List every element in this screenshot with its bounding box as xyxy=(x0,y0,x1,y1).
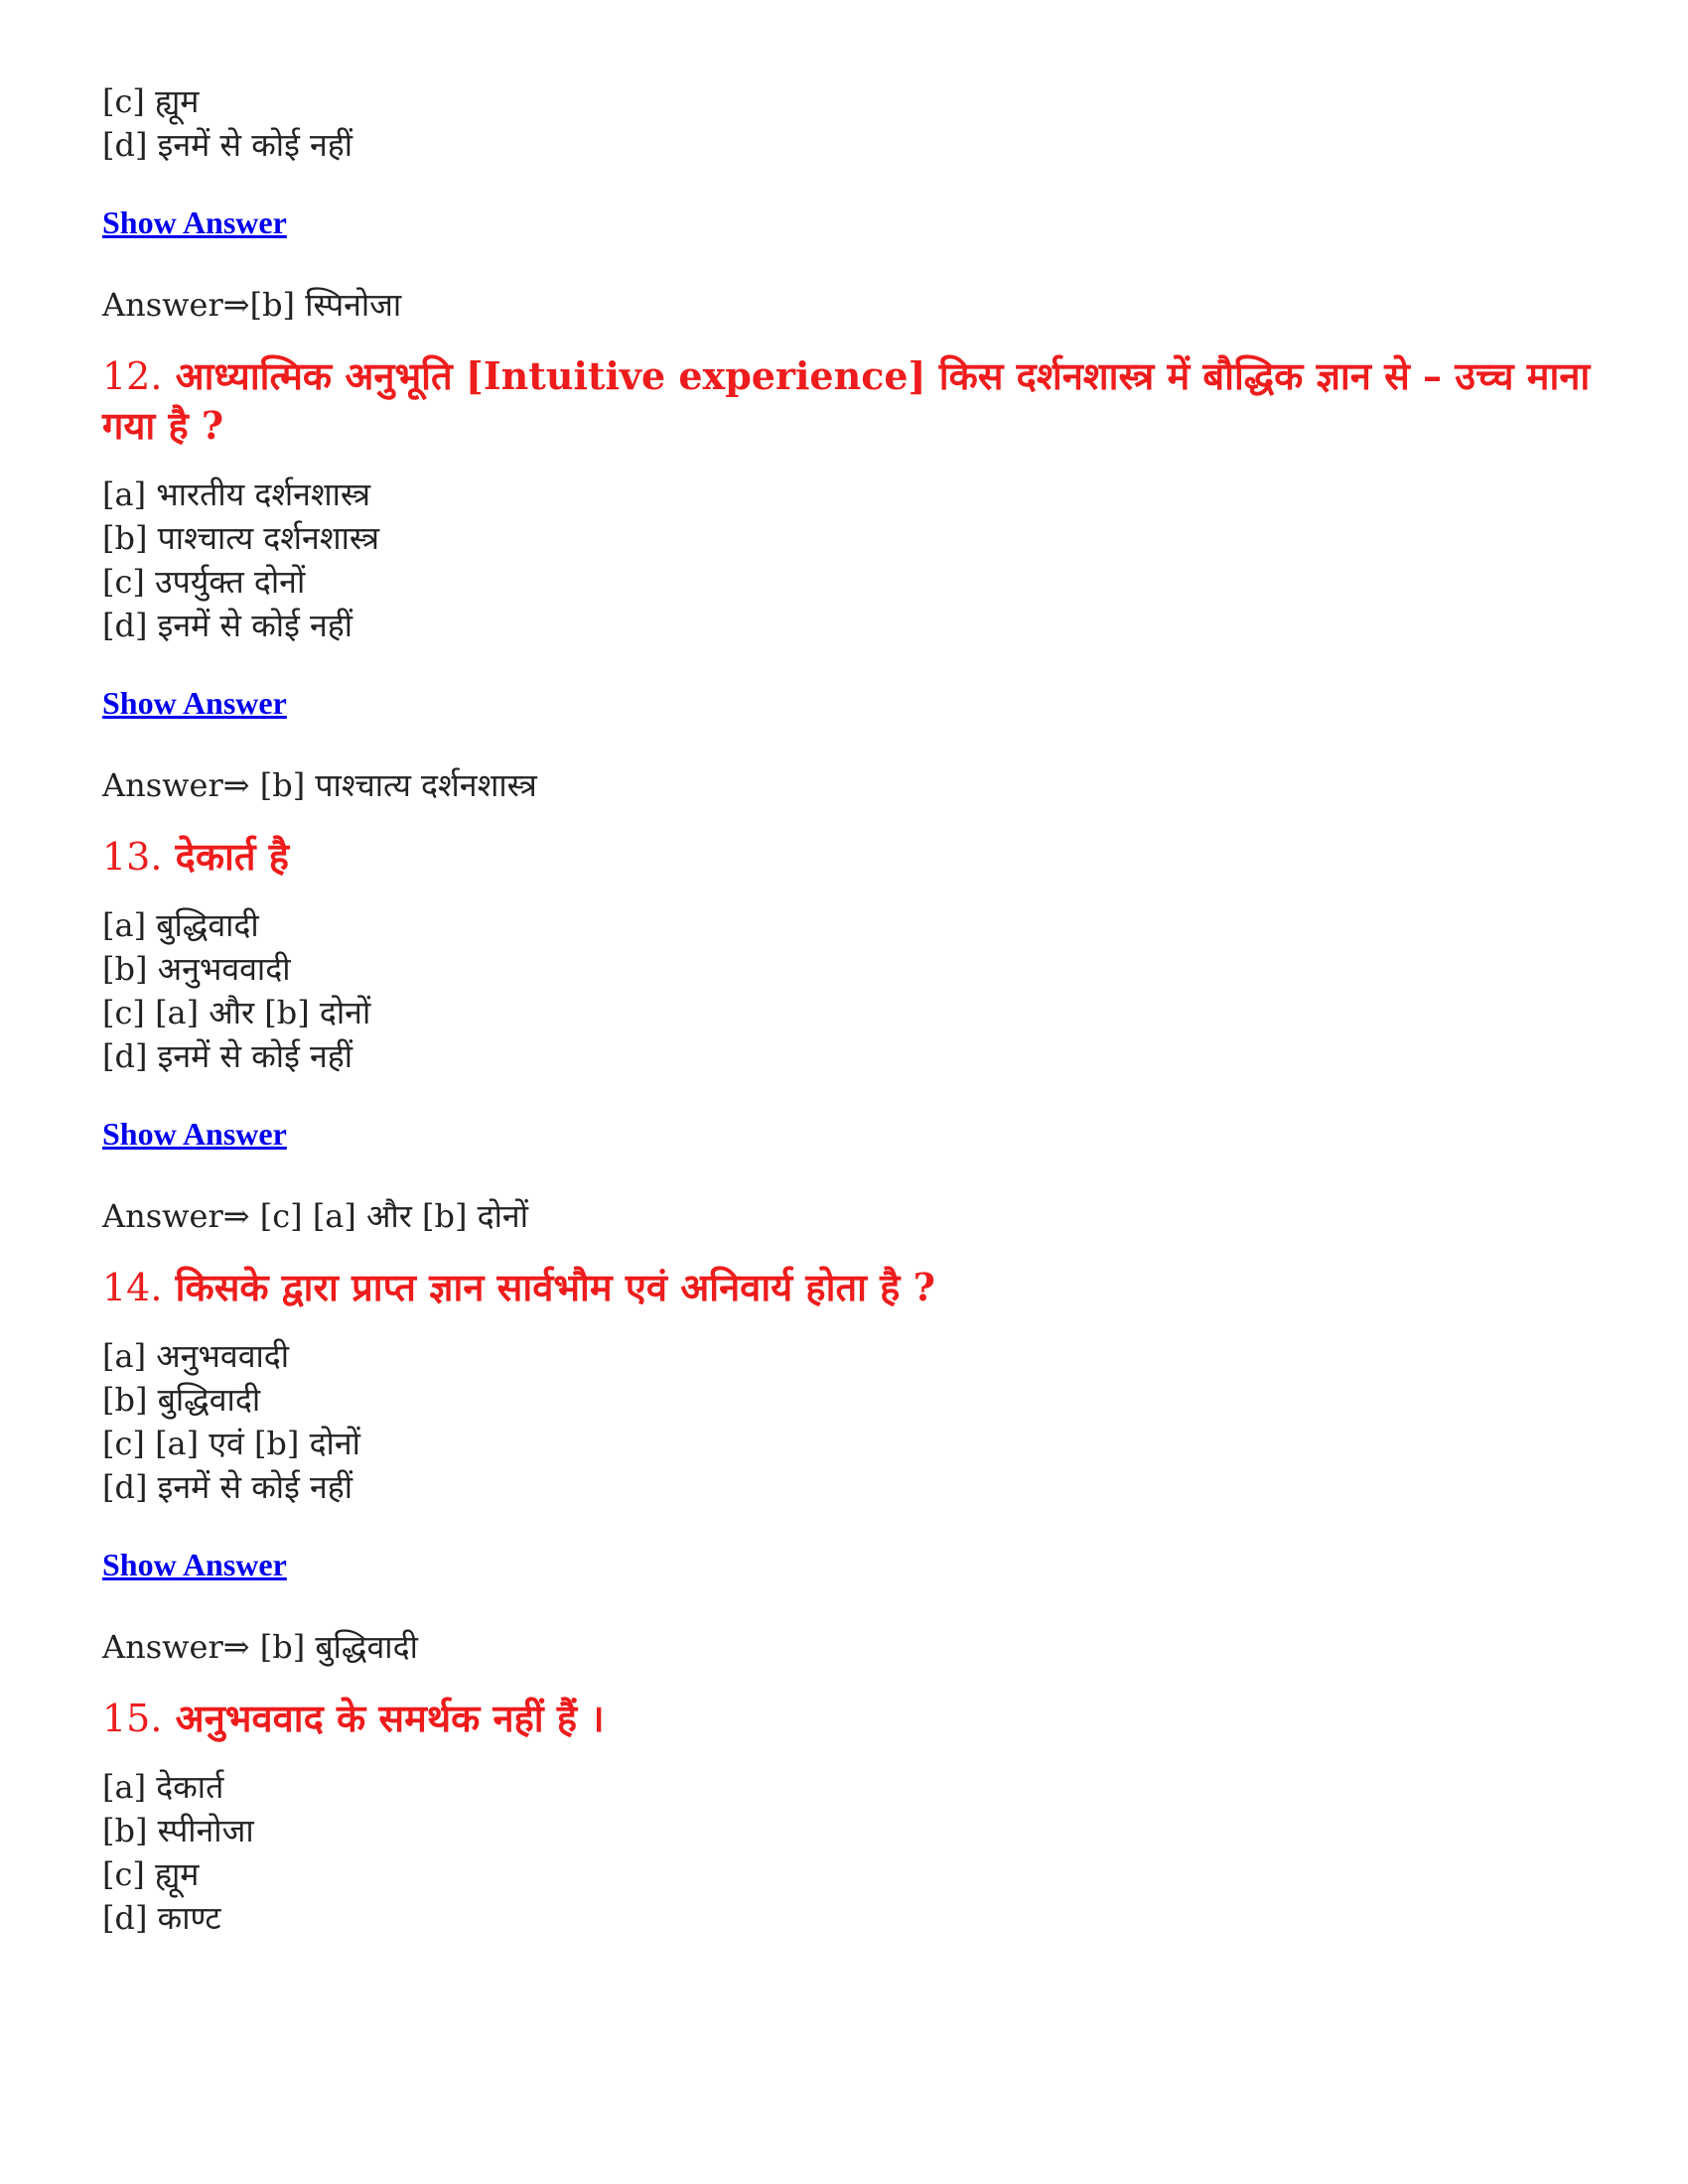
option-a: [a] अनुभववादी xyxy=(102,1337,290,1375)
show-answer-link[interactable]: Show Answer xyxy=(102,205,287,240)
answer-text: Answer⇒[b] स्पिनोजा xyxy=(102,286,402,324)
option-b: [b] अनुभववादी xyxy=(102,950,291,988)
show-answer-link[interactable]: Show Answer xyxy=(102,1547,287,1582)
option-d: [d] इनमें से कोई नहीं xyxy=(102,607,352,644)
question-number: 14. xyxy=(102,1266,163,1309)
question-13-options xyxy=(102,903,1592,1078)
option-c: [c] [a] एवं [b] दोनों xyxy=(102,1425,360,1462)
option-c: [c] ह्यूम xyxy=(102,1855,200,1893)
option-d: [d] इनमें से कोई नहीं xyxy=(102,126,352,164)
option-d: [d] काण्ट xyxy=(102,1899,221,1937)
show-answer-link[interactable]: Show Answer xyxy=(102,685,287,721)
option-a: [a] देकार्त xyxy=(102,1768,224,1806)
question-14-options xyxy=(102,1334,1592,1509)
option-a: [a] बुद्धिवादी xyxy=(102,906,259,944)
question-number: 15. xyxy=(102,1697,163,1740)
option-d: [d] इनमें से कोई नहीं xyxy=(102,1468,352,1506)
question-15 xyxy=(102,1694,1592,1743)
question-15-options xyxy=(102,1765,1592,1940)
show-answer-link[interactable]: Show Answer xyxy=(102,1116,287,1152)
option-c: [c] ह्यूम xyxy=(102,82,200,120)
answer-text: Answer⇒ [c] [a] और [b] दोनों xyxy=(102,1197,528,1235)
option-d: [d] इनमें से कोई नहीं xyxy=(102,1037,352,1075)
option-b: [b] पाश्चात्य दर्शनशास्त्र xyxy=(102,519,379,557)
option-b: [b] स्पीनोजा xyxy=(102,1812,254,1849)
prev-question-options xyxy=(102,79,1592,167)
question-number: 13. xyxy=(102,835,163,879)
question-13 xyxy=(102,832,1592,882)
question-number: 12. xyxy=(102,354,163,398)
question-text: किसके द्वारा प्राप्त ज्ञान सार्वभौम एवं अनिवार्य होता है ? xyxy=(175,1265,935,1309)
question-text: देकार्त है xyxy=(175,834,289,879)
option-a: [a] भारतीय दर्शनशास्त्र xyxy=(102,476,371,513)
answer-text: Answer⇒ [b] पाश्चात्य दर्शनशास्त्र xyxy=(102,766,537,804)
option-b: [b] बुद्धिवादी xyxy=(102,1381,261,1419)
option-c: [c] उपर्युक्त दोनों xyxy=(102,563,306,601)
question-14 xyxy=(102,1263,1592,1312)
question-12-options xyxy=(102,473,1592,647)
question-text: आध्यात्मिक अनुभूति [Intuitive experience] किस दर्शनशास्त्र में बौद्धिक ज्ञान से – उच्च माना गया है ? xyxy=(102,353,1591,448)
quiz-page xyxy=(102,79,1592,1940)
answer-text: Answer⇒ [b] बुद्धिवादी xyxy=(102,1628,418,1666)
question-text: अनुभववाद के समर्थक नहीं हैं । xyxy=(175,1696,605,1740)
option-c: [c] [a] और [b] दोनों xyxy=(102,994,371,1031)
question-12 xyxy=(102,351,1592,451)
